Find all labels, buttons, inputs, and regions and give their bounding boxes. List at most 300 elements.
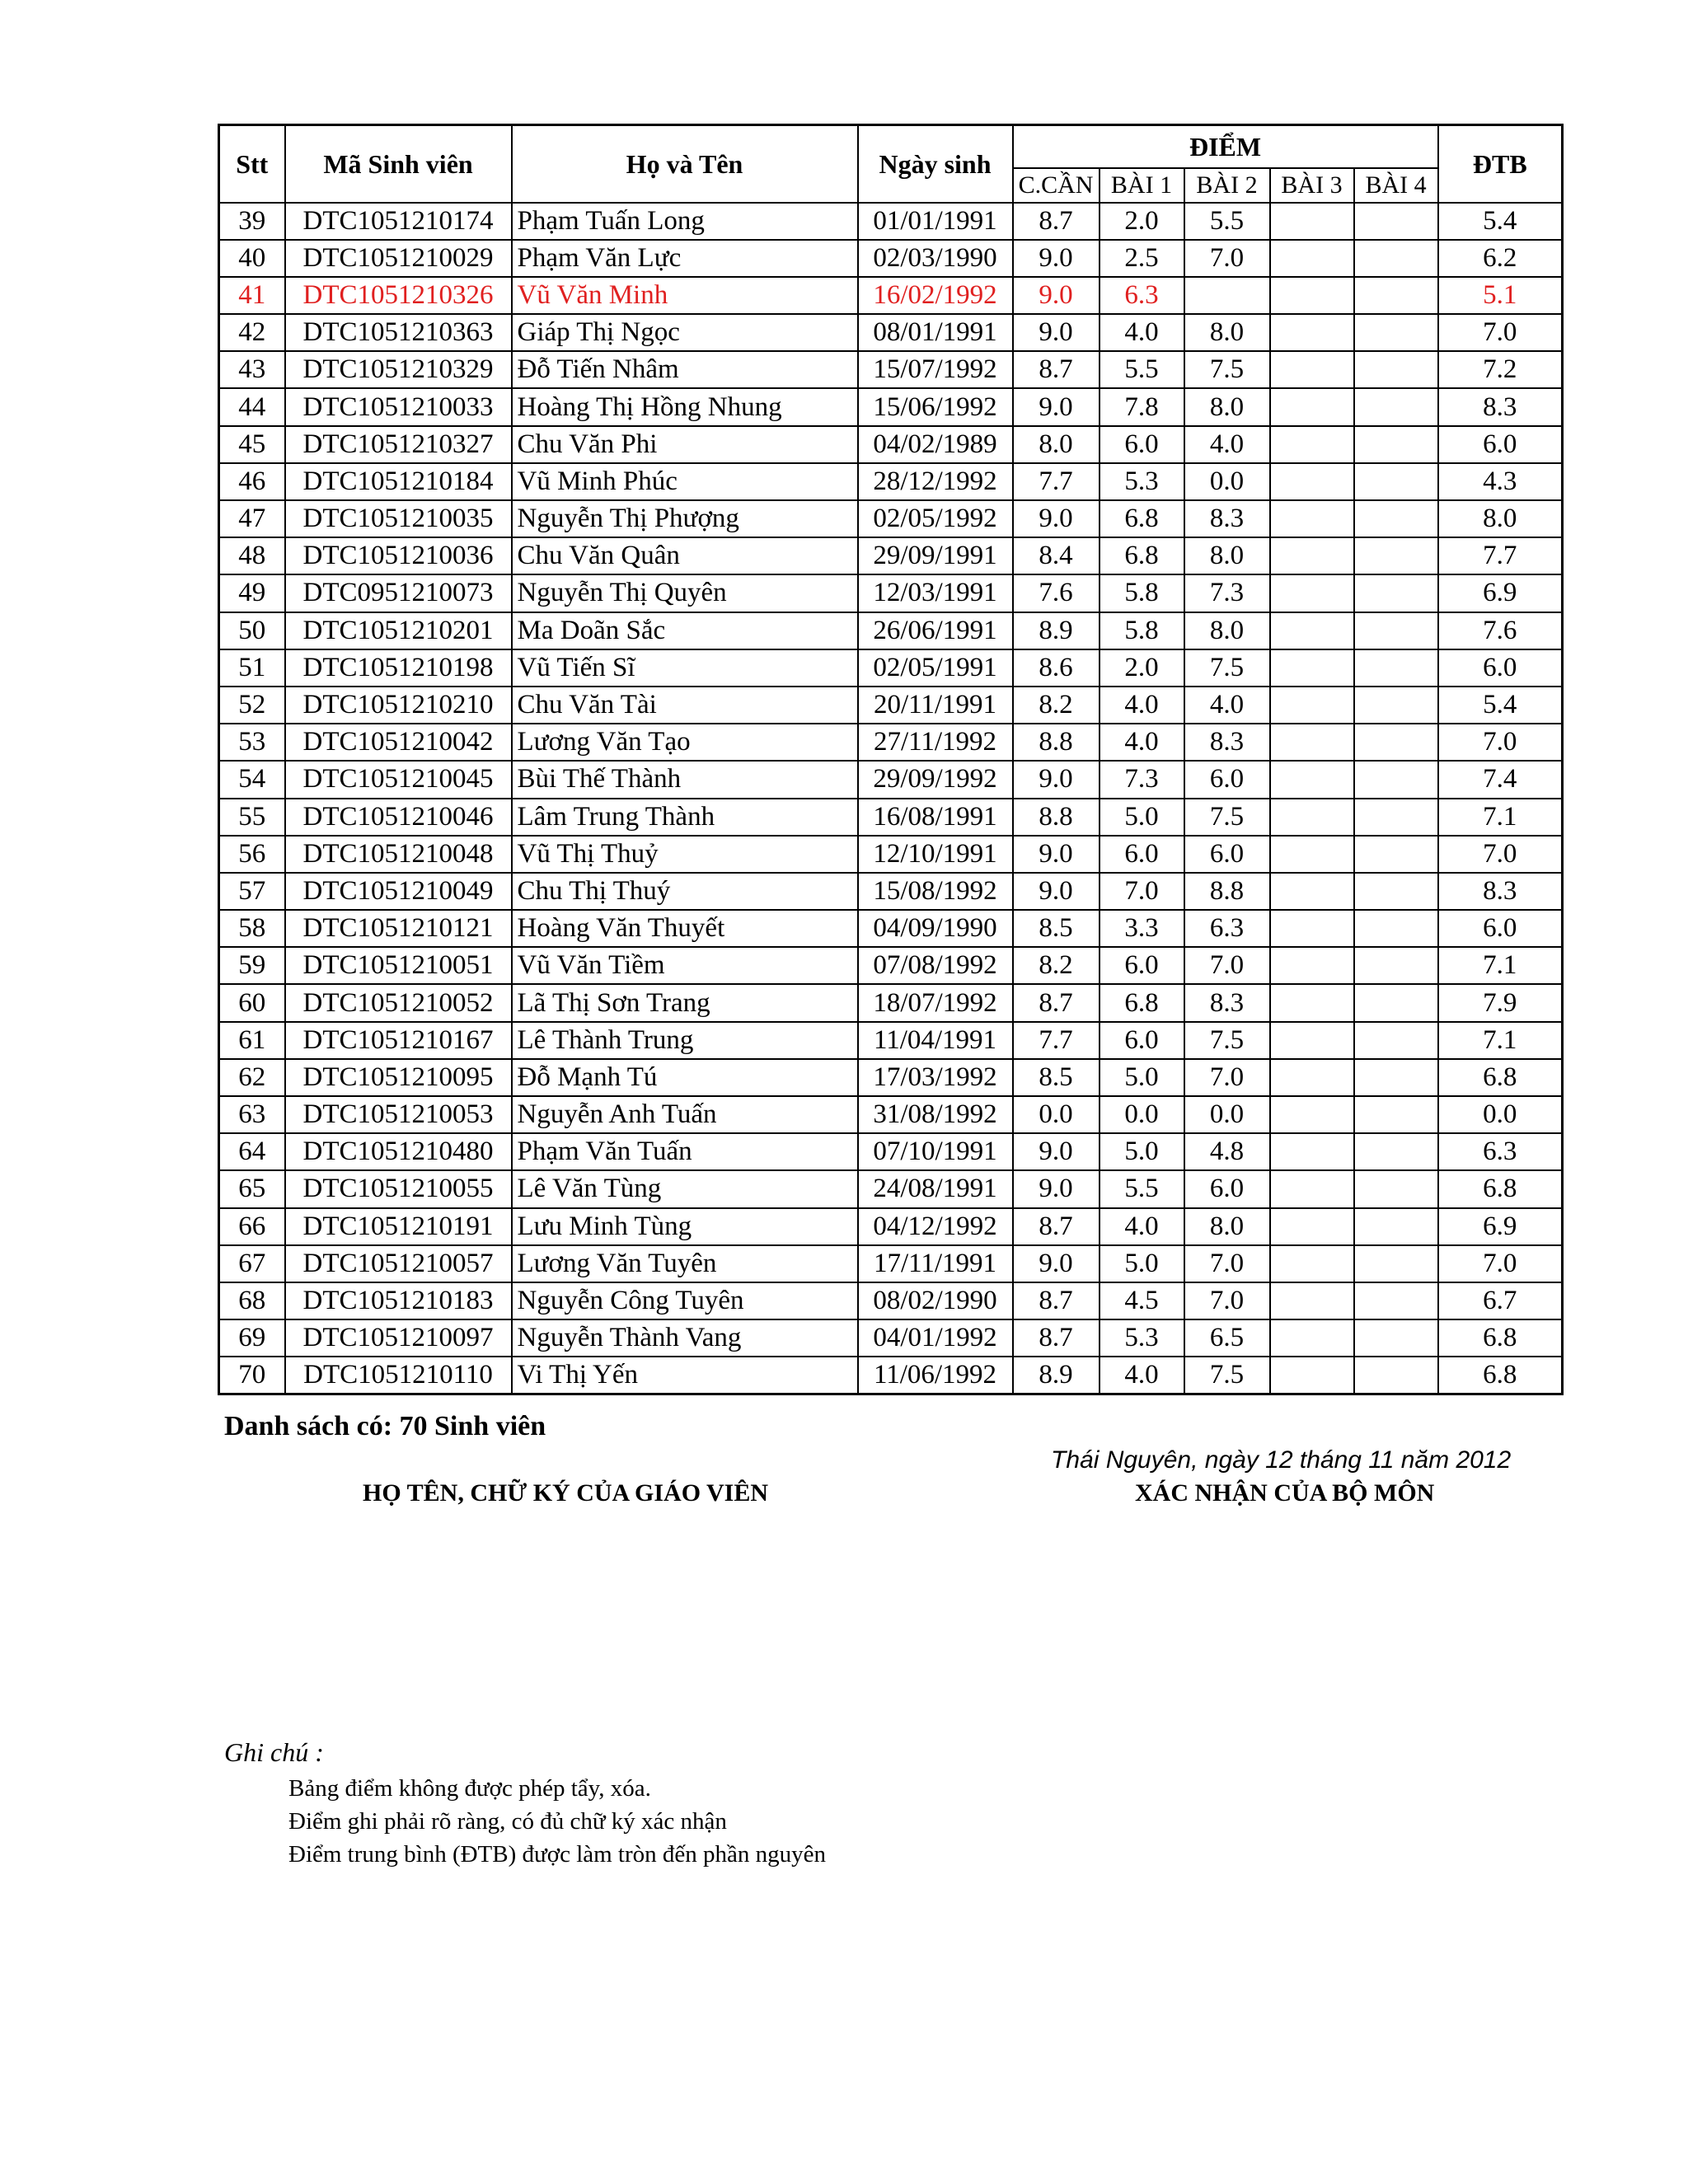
- cell-dob: 12/03/1991: [858, 574, 1013, 612]
- cell-test-4: [1354, 1245, 1438, 1282]
- cell-dob: 17/03/1992: [858, 1059, 1013, 1096]
- cell-dob: 08/01/1991: [858, 314, 1013, 351]
- cell-test-2: 8.3: [1184, 984, 1270, 1021]
- cell-avg: 7.1: [1438, 1022, 1563, 1059]
- cell-test-4: [1354, 984, 1438, 1021]
- cell-test-4: [1354, 537, 1438, 574]
- cell-test-1: 6.0: [1100, 1022, 1184, 1059]
- cell-avg: 7.0: [1438, 836, 1563, 873]
- header-avg: ĐTB: [1438, 125, 1563, 203]
- cell-name: Vi Thị Yến: [512, 1357, 858, 1394]
- grade-table-body: [219, 203, 1563, 1394]
- cell-avg: 5.1: [1438, 277, 1563, 314]
- cell-test-1: 6.3: [1100, 277, 1184, 314]
- cell-test-4: [1354, 1133, 1438, 1170]
- cell-test-2: 7.5: [1184, 799, 1270, 836]
- cell-dob: 26/06/1991: [858, 612, 1013, 649]
- cell-test-4: [1354, 277, 1438, 314]
- cell-test-2: 5.5: [1184, 203, 1270, 240]
- cell-test-1: 4.0: [1100, 314, 1184, 351]
- cell-dob: 04/09/1990: [858, 910, 1013, 947]
- cell-test-3: [1270, 1245, 1354, 1282]
- cell-test-4: [1354, 910, 1438, 947]
- cell-test-2: 8.0: [1184, 388, 1270, 425]
- cell-avg: 6.3: [1438, 1133, 1563, 1170]
- cell-avg: 6.9: [1438, 1208, 1563, 1245]
- cell-test-3: [1270, 687, 1354, 724]
- cell-avg: 6.2: [1438, 240, 1563, 277]
- cell-name: Vũ Thị Thuỷ: [512, 836, 858, 873]
- cell-test-1: 7.3: [1100, 761, 1184, 798]
- cell-dob: 27/11/1992: [858, 724, 1013, 761]
- cell-avg: 6.0: [1438, 910, 1563, 947]
- cell-dob: 02/05/1991: [858, 649, 1013, 687]
- cell-stt: 51: [219, 649, 285, 687]
- department-confirmation-label: XÁC NHẬN CỦA BỘ MÔN: [1135, 1479, 1435, 1507]
- cell-attendance: 8.9: [1013, 612, 1100, 649]
- cell-test-1: 5.0: [1100, 1059, 1184, 1096]
- cell-test-2: 8.3: [1184, 724, 1270, 761]
- cell-student-id: DTC1051210480: [285, 1133, 512, 1170]
- cell-student-id: DTC1051210326: [285, 277, 512, 314]
- cell-test-3: [1270, 612, 1354, 649]
- cell-avg: 6.7: [1438, 1282, 1563, 1319]
- header-test-2: BÀI 2: [1184, 168, 1270, 203]
- cell-stt: 65: [219, 1170, 285, 1207]
- cell-dob: 04/02/1989: [858, 426, 1013, 463]
- cell-avg: 6.8: [1438, 1170, 1563, 1207]
- cell-test-3: [1270, 984, 1354, 1021]
- table-row: [219, 910, 1563, 947]
- cell-test-3: [1270, 388, 1354, 425]
- cell-test-2: 6.5: [1184, 1319, 1270, 1357]
- header-test-3: BÀI 3: [1270, 168, 1354, 203]
- table-row: [219, 1170, 1563, 1207]
- cell-stt: 59: [219, 947, 285, 984]
- note-item: Điểm ghi phải rõ ràng, có đủ chữ ký xác nhận: [288, 1808, 727, 1835]
- cell-avg: 6.9: [1438, 574, 1563, 612]
- cell-test-4: [1354, 947, 1438, 984]
- cell-test-3: [1270, 351, 1354, 388]
- header-stt: Stt: [219, 125, 285, 203]
- cell-test-3: [1270, 1170, 1354, 1207]
- cell-test-4: [1354, 574, 1438, 612]
- grade-table: [218, 124, 1564, 1395]
- cell-test-1: 6.0: [1100, 836, 1184, 873]
- cell-test-3: [1270, 1282, 1354, 1319]
- cell-stt: 41: [219, 277, 285, 314]
- cell-test-2: 0.0: [1184, 463, 1270, 500]
- cell-stt: 55: [219, 799, 285, 836]
- cell-test-3: [1270, 314, 1354, 351]
- header-full-name: Họ và Tên: [512, 125, 858, 203]
- cell-attendance: 8.6: [1013, 649, 1100, 687]
- cell-stt: 53: [219, 724, 285, 761]
- cell-name: Bùi Thế Thành: [512, 761, 858, 798]
- cell-test-2: 7.3: [1184, 574, 1270, 612]
- cell-test-1: 4.0: [1100, 687, 1184, 724]
- cell-dob: 16/02/1992: [858, 277, 1013, 314]
- cell-dob: 04/12/1992: [858, 1208, 1013, 1245]
- cell-name: Nguyễn Thị Quyên: [512, 574, 858, 612]
- cell-test-2: 8.8: [1184, 873, 1270, 910]
- cell-dob: 31/08/1992: [858, 1096, 1013, 1133]
- cell-avg: 5.4: [1438, 687, 1563, 724]
- cell-test-3: [1270, 240, 1354, 277]
- cell-stt: 66: [219, 1208, 285, 1245]
- cell-student-id: DTC1051210210: [285, 687, 512, 724]
- cell-test-4: [1354, 388, 1438, 425]
- cell-test-3: [1270, 574, 1354, 612]
- cell-test-3: [1270, 649, 1354, 687]
- cell-name: Chu Văn Quân: [512, 537, 858, 574]
- table-row: [219, 799, 1563, 836]
- cell-stt: 49: [219, 574, 285, 612]
- cell-test-4: [1354, 799, 1438, 836]
- cell-name: Đỗ Mạnh Tú: [512, 1059, 858, 1096]
- notes-list: [288, 1774, 826, 1872]
- cell-attendance: 8.7: [1013, 1319, 1100, 1357]
- cell-test-2: 6.0: [1184, 836, 1270, 873]
- cell-avg: 5.4: [1438, 203, 1563, 240]
- cell-test-1: 5.8: [1100, 574, 1184, 612]
- cell-student-id: DTC1051210121: [285, 910, 512, 947]
- cell-test-4: [1354, 463, 1438, 500]
- cell-name: Lê Thành Trung: [512, 1022, 858, 1059]
- cell-stt: 62: [219, 1059, 285, 1096]
- table-row: [219, 836, 1563, 873]
- cell-name: Lương Văn Tuyên: [512, 1245, 858, 1282]
- cell-dob: 15/06/1992: [858, 388, 1013, 425]
- cell-attendance: 8.2: [1013, 687, 1100, 724]
- cell-test-1: 5.5: [1100, 1170, 1184, 1207]
- cell-student-id: DTC1051210033: [285, 388, 512, 425]
- cell-dob: 24/08/1991: [858, 1170, 1013, 1207]
- cell-avg: 7.1: [1438, 947, 1563, 984]
- cell-student-id: DTC1051210095: [285, 1059, 512, 1096]
- cell-dob: 15/08/1992: [858, 873, 1013, 910]
- header-dob: Ngày sinh: [858, 125, 1013, 203]
- cell-test-3: [1270, 947, 1354, 984]
- cell-attendance: 8.0: [1013, 426, 1100, 463]
- cell-stt: 67: [219, 1245, 285, 1282]
- cell-stt: 50: [219, 612, 285, 649]
- header-student-id: Mã Sinh viên: [285, 125, 512, 203]
- cell-test-1: 6.8: [1100, 984, 1184, 1021]
- cell-name: Vũ Văn Tiềm: [512, 947, 858, 984]
- cell-attendance: 8.7: [1013, 1208, 1100, 1245]
- cell-test-4: [1354, 1059, 1438, 1096]
- cell-dob: 28/12/1992: [858, 463, 1013, 500]
- table-row: [219, 1059, 1563, 1096]
- cell-attendance: 8.7: [1013, 1282, 1100, 1319]
- cell-attendance: 9.0: [1013, 873, 1100, 910]
- cell-test-4: [1354, 612, 1438, 649]
- header-attendance: C.CẦN: [1013, 168, 1100, 203]
- cell-avg: 7.0: [1438, 314, 1563, 351]
- table-row: [219, 687, 1563, 724]
- cell-stt: 46: [219, 463, 285, 500]
- cell-test-4: [1354, 836, 1438, 873]
- cell-test-4: [1354, 649, 1438, 687]
- cell-avg: 7.6: [1438, 612, 1563, 649]
- cell-stt: 58: [219, 910, 285, 947]
- cell-avg: 7.0: [1438, 1245, 1563, 1282]
- cell-test-4: [1354, 724, 1438, 761]
- cell-test-1: 4.0: [1100, 1208, 1184, 1245]
- cell-name: Phạm Tuấn Long: [512, 203, 858, 240]
- cell-test-3: [1270, 1133, 1354, 1170]
- cell-student-id: DTC1051210198: [285, 649, 512, 687]
- cell-name: Chu Văn Tài: [512, 687, 858, 724]
- cell-name: Nguyễn Thành Vang: [512, 1319, 858, 1357]
- cell-test-2: 7.0: [1184, 947, 1270, 984]
- note-item: Bảng điểm không được phép tẩy, xóa.: [288, 1775, 651, 1802]
- cell-student-id: DTC1051210327: [285, 426, 512, 463]
- cell-attendance: 8.8: [1013, 724, 1100, 761]
- cell-test-1: 3.3: [1100, 910, 1184, 947]
- cell-dob: 12/10/1991: [858, 836, 1013, 873]
- cell-name: Đỗ Tiến Nhâm: [512, 351, 858, 388]
- cell-avg: 6.0: [1438, 649, 1563, 687]
- cell-test-4: [1354, 1022, 1438, 1059]
- cell-student-id: DTC1051210057: [285, 1245, 512, 1282]
- cell-stt: 39: [219, 203, 285, 240]
- cell-test-1: 5.0: [1100, 1133, 1184, 1170]
- table-row: [219, 388, 1563, 425]
- cell-test-1: 5.0: [1100, 799, 1184, 836]
- cell-dob: 17/11/1991: [858, 1245, 1013, 1282]
- cell-test-4: [1354, 761, 1438, 798]
- cell-stt: 64: [219, 1133, 285, 1170]
- cell-student-id: DTC1051210055: [285, 1170, 512, 1207]
- cell-test-2: 8.0: [1184, 612, 1270, 649]
- table-row: [219, 873, 1563, 910]
- cell-test-3: [1270, 1059, 1354, 1096]
- cell-student-id: DTC1051210191: [285, 1208, 512, 1245]
- cell-test-1: 4.0: [1100, 724, 1184, 761]
- cell-test-3: [1270, 463, 1354, 500]
- cell-name: Nguyễn Công Tuyên: [512, 1282, 858, 1319]
- cell-attendance: 8.4: [1013, 537, 1100, 574]
- cell-stt: 68: [219, 1282, 285, 1319]
- cell-name: Chu Văn Phi: [512, 426, 858, 463]
- table-row: [219, 1357, 1563, 1394]
- cell-test-4: [1354, 351, 1438, 388]
- cell-test-4: [1354, 687, 1438, 724]
- cell-test-3: [1270, 277, 1354, 314]
- cell-attendance: 8.2: [1013, 947, 1100, 984]
- cell-attendance: 9.0: [1013, 1133, 1100, 1170]
- notes-title: Ghi chú :: [224, 1737, 324, 1767]
- cell-test-1: 4.5: [1100, 1282, 1184, 1319]
- cell-test-2: 8.3: [1184, 500, 1270, 537]
- cell-attendance: 8.5: [1013, 910, 1100, 947]
- cell-attendance: 9.0: [1013, 836, 1100, 873]
- cell-test-4: [1354, 1096, 1438, 1133]
- cell-attendance: 8.8: [1013, 799, 1100, 836]
- table-row: [219, 426, 1563, 463]
- cell-student-id: DTC1051210046: [285, 799, 512, 836]
- cell-test-2: 7.5: [1184, 649, 1270, 687]
- cell-avg: 6.8: [1438, 1319, 1563, 1357]
- cell-avg: 7.4: [1438, 761, 1563, 798]
- cell-dob: 02/03/1990: [858, 240, 1013, 277]
- cell-test-1: 2.5: [1100, 240, 1184, 277]
- cell-test-2: 7.0: [1184, 240, 1270, 277]
- cell-test-4: [1354, 314, 1438, 351]
- cell-test-1: 0.0: [1100, 1096, 1184, 1133]
- cell-test-3: [1270, 836, 1354, 873]
- cell-student-id: DTC1051210167: [285, 1022, 512, 1059]
- table-row: [219, 1245, 1563, 1282]
- cell-student-id: DTC1051210174: [285, 203, 512, 240]
- cell-test-3: [1270, 1357, 1354, 1394]
- cell-test-2: 4.0: [1184, 687, 1270, 724]
- cell-avg: 6.0: [1438, 426, 1563, 463]
- cell-attendance: 9.0: [1013, 388, 1100, 425]
- cell-test-4: [1354, 500, 1438, 537]
- cell-test-4: [1354, 240, 1438, 277]
- cell-test-2: 7.0: [1184, 1245, 1270, 1282]
- cell-test-3: [1270, 203, 1354, 240]
- cell-test-1: 7.8: [1100, 388, 1184, 425]
- cell-test-3: [1270, 537, 1354, 574]
- cell-student-id: DTC1051210183: [285, 1282, 512, 1319]
- cell-attendance: 7.7: [1013, 1022, 1100, 1059]
- cell-test-3: [1270, 426, 1354, 463]
- cell-test-3: [1270, 1319, 1354, 1357]
- cell-test-4: [1354, 1319, 1438, 1357]
- cell-test-1: 5.3: [1100, 1319, 1184, 1357]
- cell-stt: 52: [219, 687, 285, 724]
- cell-name: Lã Thị Sơn Trang: [512, 984, 858, 1021]
- table-row: [219, 314, 1563, 351]
- cell-test-4: [1354, 1170, 1438, 1207]
- cell-stt: 56: [219, 836, 285, 873]
- cell-attendance: 0.0: [1013, 1096, 1100, 1133]
- cell-test-2: [1184, 277, 1270, 314]
- cell-test-2: 7.5: [1184, 351, 1270, 388]
- place-date: Thái Nguyên, ngày 12 tháng 11 năm 2012: [1051, 1446, 1512, 1474]
- cell-student-id: DTC1051210045: [285, 761, 512, 798]
- table-row: [219, 761, 1563, 798]
- cell-student-id: DTC1051210110: [285, 1357, 512, 1394]
- cell-student-id: DTC1051210049: [285, 873, 512, 910]
- cell-stt: 63: [219, 1096, 285, 1133]
- cell-test-1: 2.0: [1100, 649, 1184, 687]
- cell-avg: 7.2: [1438, 351, 1563, 388]
- cell-dob: 01/01/1991: [858, 203, 1013, 240]
- table-row: [219, 612, 1563, 649]
- cell-student-id: DTC1051210029: [285, 240, 512, 277]
- cell-student-id: DTC1051210052: [285, 984, 512, 1021]
- cell-avg: 4.3: [1438, 463, 1563, 500]
- cell-test-1: 2.0: [1100, 203, 1184, 240]
- cell-test-1: 5.3: [1100, 463, 1184, 500]
- cell-test-4: [1354, 426, 1438, 463]
- cell-name: Lê Văn Tùng: [512, 1170, 858, 1207]
- cell-dob: 11/04/1991: [858, 1022, 1013, 1059]
- note-item: Điểm trung bình (ĐTB) được làm tròn đến phần nguyên: [288, 1841, 827, 1868]
- table-row: [219, 947, 1563, 984]
- cell-stt: 44: [219, 388, 285, 425]
- cell-attendance: 7.6: [1013, 574, 1100, 612]
- cell-test-3: [1270, 1208, 1354, 1245]
- cell-name: Vũ Tiến Sĩ: [512, 649, 858, 687]
- cell-test-3: [1270, 873, 1354, 910]
- cell-test-4: [1354, 203, 1438, 240]
- cell-name: Chu Thị Thuý: [512, 873, 858, 910]
- cell-student-id: DTC1051210363: [285, 314, 512, 351]
- cell-stt: 60: [219, 984, 285, 1021]
- cell-test-2: 7.0: [1184, 1282, 1270, 1319]
- cell-stt: 43: [219, 351, 285, 388]
- cell-avg: 7.0: [1438, 724, 1563, 761]
- cell-test-2: 8.0: [1184, 1208, 1270, 1245]
- cell-test-2: 6.0: [1184, 761, 1270, 798]
- cell-dob: 07/10/1991: [858, 1133, 1013, 1170]
- cell-stt: 61: [219, 1022, 285, 1059]
- cell-name: Phạm Văn Lực: [512, 240, 858, 277]
- cell-test-1: 7.0: [1100, 873, 1184, 910]
- cell-name: Lâm Trung Thành: [512, 799, 858, 836]
- cell-stt: 42: [219, 314, 285, 351]
- table-row: [219, 1096, 1563, 1133]
- cell-test-1: 6.0: [1100, 947, 1184, 984]
- table-row: [219, 1208, 1563, 1245]
- cell-attendance: 7.7: [1013, 463, 1100, 500]
- cell-student-id: DTC1051210053: [285, 1096, 512, 1133]
- cell-test-3: [1270, 500, 1354, 537]
- cell-avg: 8.0: [1438, 500, 1563, 537]
- cell-test-3: [1270, 1096, 1354, 1133]
- student-count-summary: Danh sách có: 70 Sinh viên: [224, 1411, 546, 1441]
- cell-name: Phạm Văn Tuấn: [512, 1133, 858, 1170]
- cell-stt: 70: [219, 1357, 285, 1394]
- cell-student-id: DTC1051210097: [285, 1319, 512, 1357]
- cell-stt: 57: [219, 873, 285, 910]
- cell-dob: 29/09/1991: [858, 537, 1013, 574]
- cell-stt: 69: [219, 1319, 285, 1357]
- cell-test-2: 4.8: [1184, 1133, 1270, 1170]
- cell-test-2: 6.0: [1184, 1170, 1270, 1207]
- cell-name: Lưu Minh Tùng: [512, 1208, 858, 1245]
- table-row: [219, 724, 1563, 761]
- cell-avg: 8.3: [1438, 873, 1563, 910]
- cell-test-1: 5.5: [1100, 351, 1184, 388]
- table-row: [219, 351, 1563, 388]
- cell-student-id: DTC1051210035: [285, 500, 512, 537]
- cell-test-3: [1270, 910, 1354, 947]
- cell-student-id: DTC1051210051: [285, 947, 512, 984]
- table-row: [219, 500, 1563, 537]
- cell-avg: 8.3: [1438, 388, 1563, 425]
- cell-attendance: 8.7: [1013, 351, 1100, 388]
- cell-name: Giáp Thị Ngọc: [512, 314, 858, 351]
- cell-name: Hoàng Thị Hồng Nhung: [512, 388, 858, 425]
- table-row: [219, 537, 1563, 574]
- cell-attendance: 9.0: [1013, 314, 1100, 351]
- cell-attendance: 9.0: [1013, 761, 1100, 798]
- cell-test-2: 7.5: [1184, 1357, 1270, 1394]
- cell-avg: 0.0: [1438, 1096, 1563, 1133]
- cell-dob: 15/07/1992: [858, 351, 1013, 388]
- cell-attendance: 9.0: [1013, 277, 1100, 314]
- cell-attendance: 9.0: [1013, 1245, 1100, 1282]
- cell-test-2: 8.0: [1184, 314, 1270, 351]
- cell-dob: 29/09/1992: [858, 761, 1013, 798]
